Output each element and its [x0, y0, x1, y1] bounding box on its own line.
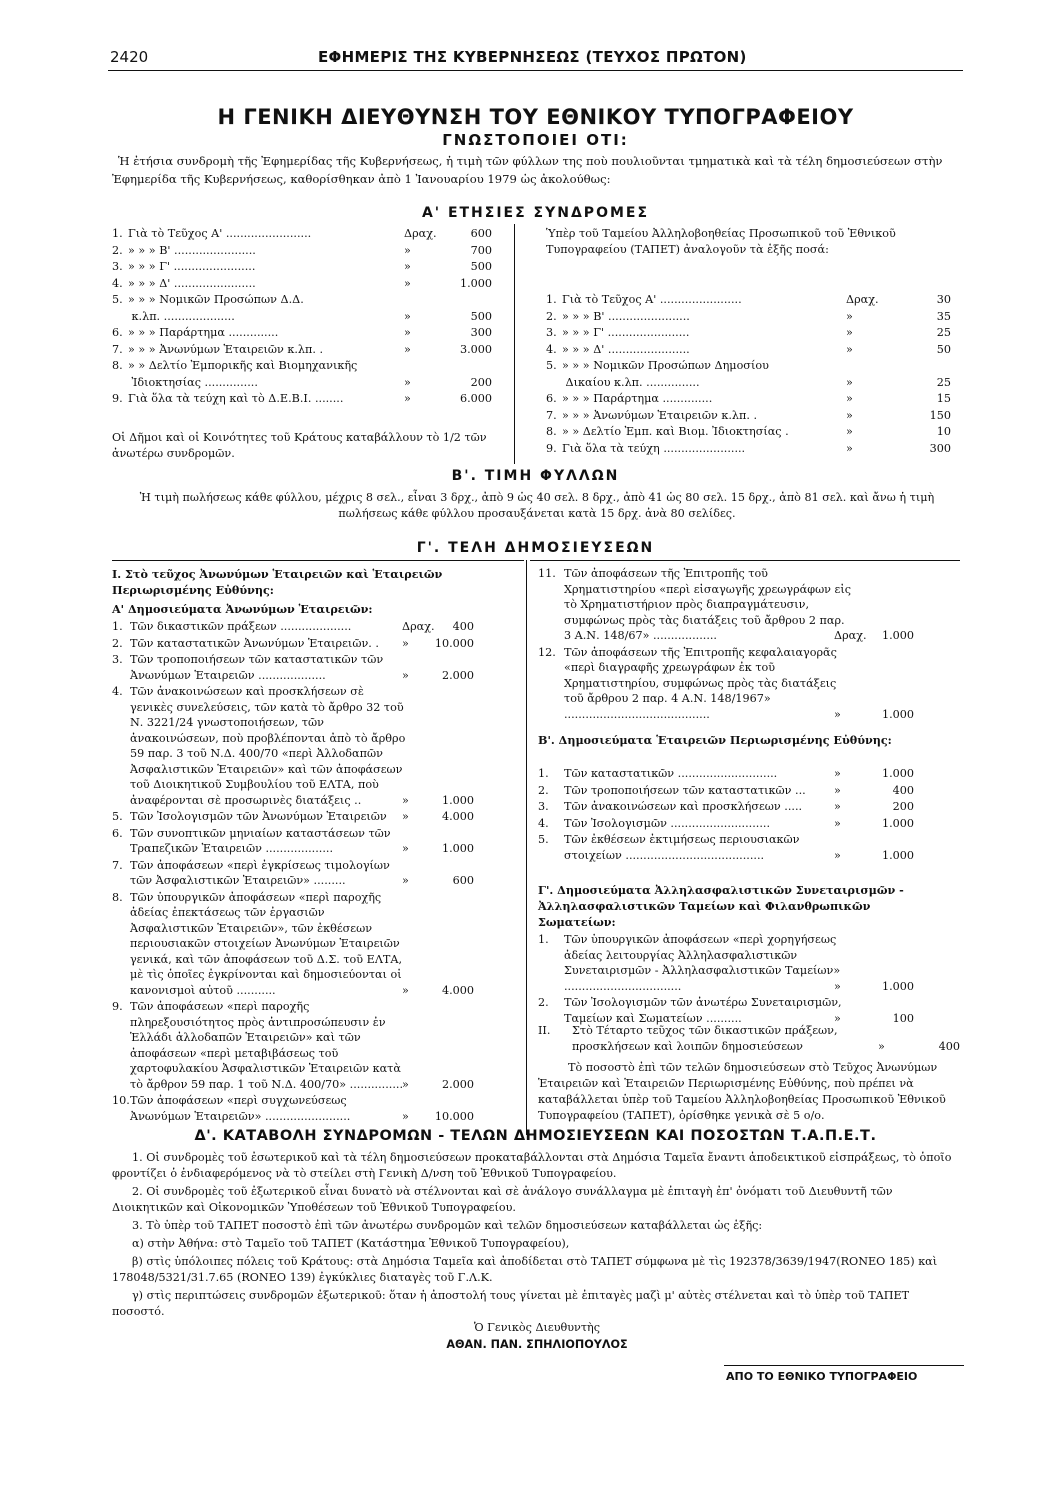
fee-text: Τῶν ἀνακοινώσεων καὶ προσκλήσεων σὲ γενικὲς συνελεύσεις, τῶν κατὰ τὸ ἄρθρο 32 τοῦ Ν. 3221/24 γνωστοποιήσεων, τῶν ἀνακοινώσεων, ποὺ προβλέπονται ἀπὸ τὸ ἄρθρο 59 παρ. 3 τοῦ Ν.Δ. 400/70 «περὶ Ἀλλοδαπῶν Ἀσφαλιστικῶν Ἑταιρειῶν» καὶ τῶν ἀποφάσεων τοῦ Διοικητικοῦ Συμβουλίου τοῦ ΕΛΤΑ, ποὺ ἀναφέρονται σὲ προσωρινὲς διατάξεις ..: [130, 685, 406, 807]
signature-name: ΑΘΑΝ. ΠΑΝ. ΣΠΗΛΙΟΠΟΥΛΟΣ: [446, 1338, 628, 1351]
fee-number: 10.: [112, 1094, 130, 1107]
fee-row: [112, 1093, 474, 1124]
fee-row: [112, 636, 474, 652]
signature-role: Ὁ Γενικὸς Διευθυντὴς: [473, 1321, 601, 1334]
row-label: Γιὰ ὅλα τὰ τεύχη καὶ τὸ Δ.Ε.Β.Ι. ........: [128, 392, 344, 405]
part-ii: [538, 1023, 960, 1057]
fee-currency: »: [834, 767, 841, 780]
section-c-right-rule: [530, 560, 960, 561]
fee-value: 4.000: [441, 983, 474, 997]
price-row: [546, 325, 951, 342]
fee-row: [112, 809, 474, 825]
row-label: » » » Β' .......................: [562, 309, 690, 323]
fee-text: Τῶν ἀποφάσεων «περὶ ἐγκρίσεως τιμολογίων τῶν Ἀσφαλιστικῶν Ἑταιρειῶν» .........: [130, 858, 390, 887]
fee-currency: »: [402, 668, 409, 682]
row-value: 3.000: [459, 342, 492, 356]
price-row: [546, 391, 951, 408]
part-ii-currency: »: [878, 1040, 885, 1053]
footer-rule: [724, 1365, 964, 1366]
fee-number: 9.: [112, 1000, 123, 1013]
fee-text: Τῶν ἀποφάσεων «περὶ παροχῆς πληρεξουσιότητος πρὸς ἀντιπροσώπευσιν ἐν Ἑλλάδι ἀλλοδαπῶν Ἑταιρειῶν» καὶ τῶν ἀποφάσεων «περὶ μεταβιβάσεως τοῦ χαρτοφυλακίου Ἀσφαλιστικῶν Ἑταιρειῶν κατὰ τὸ ἄρθρον 59 παρ. 1 τοῦ Ν.Δ. 400/70» ...............: [130, 1000, 404, 1091]
row-currency: »: [404, 260, 411, 273]
fee-currency: »: [402, 1077, 409, 1091]
fee-currency: »: [834, 1011, 841, 1025]
row-value: 35: [936, 309, 951, 323]
section-d-pc: γ) στὶς περιπτώσεις συνδρομῶν ἐξωτερικοῦ: ὅταν ἡ ἀποστολή τους γίνεται μὲ ἐπιταγὲς μαζὶ μ' αὐτὲς στέλνεται καὶ τὸ ὑπὲρ τοῦ ΤΑΠΕΤ ποσοστό.: [112, 1289, 910, 1318]
fee-text: Τῶν ἀποφάσεων «περὶ συγχωνεύσεως Ἀνωνύμων Ἑταιρειῶν» ........................: [130, 1094, 351, 1123]
row-currency: »: [846, 408, 853, 422]
fee-number: 1.: [538, 767, 549, 780]
row-value: 1.000: [459, 276, 492, 290]
fee-value: 1.000: [881, 767, 914, 780]
row-value: 25: [936, 326, 951, 339]
row-number: 7.: [546, 408, 557, 422]
fee-text: Τῶν καταστατικῶν Ἀνωνύμων Ἑταιρειῶν. .: [130, 636, 379, 650]
fee-value: 10.000: [434, 636, 474, 650]
row-currency: »: [846, 342, 853, 356]
fee-value: 1.000: [441, 793, 474, 807]
sub-a-heading: Α' Δημοσιεύματα Ἀνωνύμων Ἑταιρειῶν:: [112, 602, 373, 616]
row-currency: Δραχ.: [404, 227, 437, 240]
row-number: 2.: [546, 309, 557, 323]
row-label: » » » Παράρτημα ..............: [562, 392, 713, 405]
fee-text: Τῶν καταστατικῶν ............................: [564, 767, 778, 780]
fee-value: 400: [892, 783, 914, 797]
row-label: » » » Νομικῶν Προσώπων Δ.Δ.: [128, 293, 304, 306]
row-label: » » Δελτίο Ἐμπ. καὶ Βιομ. Ἰδιοκτησίας .: [562, 425, 789, 438]
fee-text: Τῶν ἀνακοινώσεων καὶ προσκλήσεων .....: [564, 800, 803, 813]
fee-number: 1.: [112, 620, 123, 633]
fee-value: 1.000: [441, 842, 474, 855]
fee-text: Τῶν ἀποφάσεων τῆς Ἐπιτροπῆς κεφαλαιαγορᾶς «περὶ διαγραφῆς χρεωγράφων ἐκ τοῦ Χρηματιστηρίου, συμφώνως πρὸς τὰς διατάξεις τοῦ ἄρθρου 2 παρ. 4 Α.Ν. 148/1967» .........................................: [564, 645, 837, 721]
row-value: 700: [470, 243, 492, 257]
row-number: 2.: [112, 243, 123, 257]
section-c-divider: [526, 560, 527, 1135]
row-currency: »: [846, 425, 853, 438]
row-currency: »: [404, 375, 411, 389]
row-value: 600: [470, 227, 492, 240]
fee-number: 3.: [538, 800, 549, 813]
fee-currency: »: [834, 783, 841, 797]
percent-note: Τὸ ποσοστὸ ἐπὶ τῶν τελῶν δημοσιεύσεων στὸ Τεῦχος Ἀνωνύμων Ἑταιρειῶν καὶ Ἑταιρειῶν Περιωρισμένης Εὐθύνης, ποὺ πρέπει νὰ καταβάλλεται ὑπὲρ τοῦ Ταμείου Ἀλληλοβοηθείας Προσωπικοῦ Ἐθνικοῦ Τυπογραφείου (ΤΑΠΕΤ), ὁρίσθηκε γενικὰ σὲ 5 ο/ο.: [538, 1061, 946, 1122]
fee-row: [538, 766, 914, 782]
fee-number: 11.: [538, 567, 556, 580]
price-row: [112, 375, 492, 392]
fee-value: 2.000: [441, 668, 474, 682]
row-label: » » » Ἀνωνύμων Ἑταιρειῶν κ.λπ. .: [562, 408, 758, 422]
row-number: 8.: [112, 359, 123, 372]
row-currency: Δραχ.: [846, 293, 879, 306]
row-number: 7.: [112, 342, 123, 356]
fee-value: 1.000: [881, 629, 914, 642]
row-value: 300: [470, 326, 492, 339]
fee-value: 600: [452, 874, 474, 887]
fee-text: Τῶν Ἰσολογισμῶν τῶν ἀνωτέρω Συνεταιρισμῶν, Ταμείων καὶ Σωματείων ..........: [564, 996, 842, 1025]
fee-number: 2.: [538, 996, 549, 1009]
fee-text: Τῶν δικαστικῶν πράξεων ....................: [130, 620, 352, 633]
price-row: [112, 243, 492, 260]
price-row: [546, 424, 951, 441]
section-d-pb: β) στὶς ὑπόλοιπες πόλεις τοῦ Κράτους: στὰ Δημόσια Ταμεῖα καὶ ἀποδίδεται στὸ ΤΑΠΕΤ σύμφωνα μὲ τὶς 192378/3639/1947(RONEO 185) καὶ 178048/5321/31.7.65 (RONEO 139) ἐγκύκλιες διαταγὲς τοῦ Γ.Λ.Κ.: [112, 1255, 938, 1284]
section-d-p1: 1. Οἱ συνδρομὲς τοῦ ἐσωτερικοῦ καὶ τὰ τέλη δημοσιεύσεων προκαταβάλλονται στὰ Δημόσια Ταμεῖα ἔναντι ἀποδεικτικοῦ εἰσπράξεως, τὸ ὁποῖο φροντίζει ὁ ἐνδιαφερόμενος νὰ τὸ στείλει στὴ Γενικὴ Δ/νση τοῦ Ἐθνικοῦ Τυπογραφείου.: [112, 1151, 952, 1180]
fee-row: [538, 783, 914, 799]
price-row: [546, 342, 951, 359]
fee-text: Τῶν Ἰσολογισμῶν ............................: [564, 816, 771, 830]
fee-row: [112, 652, 474, 683]
fee-value: 1.000: [881, 848, 914, 862]
row-value: 200: [470, 375, 492, 389]
fee-row: [112, 890, 474, 999]
section-c-left-list: [112, 619, 512, 1125]
fee-number: 1.: [538, 933, 549, 946]
section-d-pa: α) στὴν Ἀθήνα: στὸ Ταμεῖο τοῦ ΤΑΠΕΤ (Κατάστημα Ἐθνικοῦ Τυπογραφείου),: [132, 1237, 570, 1250]
row-label: » » » Δ' .......................: [128, 276, 256, 290]
row-label: Δικαίου κ.λπ. ...............: [562, 375, 700, 389]
row-label: κ.λπ. ....................: [128, 309, 235, 323]
row-value: 15: [936, 392, 951, 405]
price-row: [112, 342, 492, 359]
section-a-right-list: [546, 292, 951, 457]
fee-text: Τῶν Ἰσολογισμῶν τῶν Ἀνωνύμων Ἑταιρειῶν: [130, 810, 387, 823]
sub-b-heading: Β'. Δημοσιεύματα Ἑταιρειῶν Περιωρισμένης Εὐθύνης:: [538, 733, 892, 747]
sub-c-heading: Γ'. Δημοσιεύματα Ἀλληλασφαλιστικῶν Συνεταιρισμῶν - Ἀλληλασφαλιστικῶν Ταμείων καὶ Φιλανθρωπικῶν Σωματείων:: [538, 883, 904, 929]
fee-row: [112, 684, 474, 808]
fee-number: 7.: [112, 858, 123, 872]
row-number: 5.: [546, 359, 557, 372]
fee-row: [538, 932, 914, 994]
row-value: 300: [929, 441, 951, 455]
fee-row: [538, 645, 914, 723]
fee-number: 2.: [538, 783, 549, 797]
section-c-right-list-c: [538, 932, 960, 1027]
fee-text: Τῶν ὑπουργικῶν ἀποφάσεων «περὶ παροχῆς ἀδείας ἐπεκτάσεως τῶν ἐργασιῶν Ἀσφαλιστικῶν Ἑταιρειῶν», τῶν ἐκθέσεων περιουσιακῶν στοιχείων Ἀνωνύμων Ἑταιρειῶν γενικά, καὶ τῶν ἀποφάσεων τοῦ Δ.Σ. τοῦ ΕΛΤΑ, μὲ τὶς ὁποῖες ἐγκρίνονται καὶ δημοσιεύονται οἱ κανονισμοὶ αὐτοῦ ...........: [130, 890, 402, 997]
row-number: 8.: [546, 425, 557, 438]
section-a-right-intro: Ὑπὲρ τοῦ Ταμείου Ἀλληλοβοηθείας Προσωπικοῦ τοῦ Ἐθνικοῦ Τυπογραφείου (ΤΑΠΕΤ) ἀναλογοῦν τὰ ἑξῆς ποσά:: [546, 227, 896, 256]
price-row: [546, 408, 951, 425]
row-value: 25: [936, 375, 951, 389]
row-number: 6.: [546, 392, 557, 405]
fee-value: 2.000: [441, 1077, 474, 1091]
row-currency: »: [404, 392, 411, 405]
fee-currency: »: [834, 800, 841, 813]
fee-currency: »: [402, 636, 409, 650]
row-label: » » Δελτίο Ἐμπορικῆς καὶ Βιομηχανικῆς: [128, 359, 358, 372]
fee-number: 12.: [538, 645, 556, 659]
section-c-right-list-b: [538, 766, 960, 864]
fee-value: 4.000: [441, 810, 474, 823]
fee-number: 2.: [112, 636, 123, 650]
fee-currency: Δραχ.: [402, 620, 435, 633]
fee-text: Τῶν τροποποιήσεων τῶν καταστατικῶν τῶν Ἀνωνύμων Ἑταιρειῶν ...................: [130, 653, 384, 682]
row-currency: »: [846, 392, 853, 405]
row-number: 3.: [112, 260, 123, 273]
row-number: 1.: [112, 227, 123, 240]
fee-number: 8.: [112, 890, 123, 904]
row-number: 4.: [546, 342, 557, 356]
fee-currency: »: [834, 848, 841, 862]
price-row: [112, 259, 492, 276]
section-c-heading: Γ'. ΤΕΛΗ ΔΗΜΟΣΙΕΥΣΕΩΝ: [416, 540, 655, 556]
row-currency: »: [404, 326, 411, 339]
fee-currency: »: [402, 983, 409, 997]
fee-row: [538, 832, 914, 863]
section-c-left-rule: [112, 560, 524, 561]
row-value: 30: [936, 293, 951, 306]
fee-text: Τῶν συνοπτικῶν μηνιαίων καταστάσεων τῶν Τραπεζικῶν Ἑταιρειῶν ...................: [130, 826, 391, 855]
row-label: Ἰδιοκτησίας ...............: [128, 375, 258, 389]
row-number: 9.: [112, 392, 123, 405]
fee-row: [538, 799, 914, 815]
fee-currency: Δραχ.: [834, 629, 867, 642]
fee-number: 4.: [112, 685, 123, 698]
row-currency: »: [404, 276, 411, 290]
row-label: Γιὰ τὸ Τεῦχος Α' .......................: [562, 293, 742, 306]
page-number: 2420: [110, 48, 149, 66]
part-ii-number: ΙΙ.: [538, 1024, 551, 1037]
fee-number: 5.: [112, 810, 123, 823]
row-value: 500: [470, 260, 492, 273]
part-ii-text: Στὸ Τέταρτο τεῦχος τῶν δικαστικῶν πράξεων, προσκλήσεων καὶ λοιπῶν δημοσιεύσεων: [572, 1024, 838, 1053]
row-value: 6.000: [459, 392, 492, 405]
part-i-heading: Ι. Στὸ τεῦχος Ἀνωνύμων Ἑταιρειῶν καὶ Ἑταιρειῶν Περιωρισμένης Εὐθύνης:: [112, 567, 443, 597]
fee-row: [112, 826, 474, 857]
fee-currency: »: [402, 793, 409, 807]
price-row: [112, 358, 492, 375]
price-row: [546, 292, 951, 309]
fee-value: 1.000: [881, 979, 914, 993]
price-row: [546, 309, 951, 326]
row-value: 500: [470, 309, 492, 323]
fee-text: Τῶν τροποποιήσεων τῶν καταστατικῶν ...: [564, 783, 806, 797]
row-currency: »: [846, 375, 853, 389]
fee-row: [112, 999, 474, 1092]
fee-number: 4.: [538, 816, 549, 830]
section-c-right-list-a: [538, 566, 960, 723]
fee-value: 1.000: [881, 707, 914, 721]
fee-currency: »: [402, 810, 409, 823]
section-d-p2: 2. Οἱ συνδρομὲς τοῦ ἐξωτερικοῦ εἶναι δυνατὸ νὰ στέλνονται καὶ σὲ ἀνάλογο συνάλλαγμα μὲ ἐπιταγὴ ἐπ' ὀνόματι τοῦ Διευθυντῆ τῶν Διοικητικῶν καὶ Οἰκονομικῶν Ὑποθέσεων τοῦ Ἐθνικοῦ Τυπογραφείου.: [112, 1185, 893, 1214]
row-value: 50: [936, 342, 951, 356]
row-value: 10: [936, 425, 951, 438]
fee-currency: »: [834, 707, 841, 721]
row-label: » » » Γ' .......................: [128, 260, 256, 273]
intro-paragraph: Ἡ ἐτήσια συνδρομὴ τῆς Ἐφημερίδας τῆς Κυβερνήσεως, ἡ τιμὴ τῶν φύλλων της ποὺ πουλιοῦνται τμηματικὰ καὶ τὰ τέλη δημοσιεύσεων στὴν Ἐφημερίδα τῆς Κυβερνήσεως, καθορίσθηκαν ἀπὸ 1 Ἰανουαρίου 1979 ὡς ἀκολούθως:: [112, 154, 943, 186]
price-row: [112, 309, 492, 326]
fee-number: 6.: [112, 826, 123, 840]
row-number: 1.: [546, 293, 557, 306]
price-row: [112, 276, 492, 293]
fee-row: [538, 816, 914, 832]
fee-currency: »: [834, 979, 841, 993]
gazette-title: ΕΦΗΜΕΡΙΣ ΤΗΣ ΚΥΒΕΡΝΗΣΕΩΣ (ΤΕΥΧΟΣ ΠΡΩΤΟΝ): [318, 48, 747, 66]
row-currency: »: [846, 326, 853, 339]
section-a-heading: Α' ΕΤΗΣΙΕΣ ΣΥΝΔΡΟΜΕΣ: [421, 205, 650, 221]
section-a-left-note: Οἱ Δῆμοι καὶ οἱ Κοινότητες τοῦ Κράτους καταβάλλουν τὸ 1/2 τῶν ἀνωτέρω συνδρομῶν.: [112, 431, 487, 460]
fee-text: Τῶν ἐκθέσεων ἐκτιμήσεως περιουσιακῶν στοιχείων .......................................: [564, 833, 800, 862]
row-label: » » » Νομικῶν Προσώπων Δημοσίου: [562, 359, 769, 372]
price-row: [112, 292, 492, 309]
row-label: Γιὰ ὅλα τὰ τεύχη .......................: [562, 441, 746, 455]
fee-row: [112, 619, 474, 635]
fee-value: 1.000: [881, 816, 914, 830]
price-row: [112, 226, 492, 243]
row-label: » » » Ἀνωνύμων Ἑταιρειῶν κ.λπ. .: [128, 342, 324, 356]
fee-text: Τῶν ἀποφάσεων τῆς Ἐπιτροπῆς τοῦ Χρηματιστηρίου «περὶ εἰσαγωγῆς χρεωγράφων εἰς τὸ Χρηματιστήριον πρὸς διαπραγμάτευσιν, συμφώνως πρὸς τὰς διατάξεις τοῦ ἄρθρου 2 παρ. 3 Α.Ν. 148/67» ..................: [564, 567, 851, 642]
row-number: 6.: [112, 326, 123, 339]
fee-value: 400: [452, 620, 474, 633]
row-label: » » » Παράρτημα ..............: [128, 326, 279, 339]
row-currency: »: [404, 342, 411, 356]
row-label: » » » Β' .......................: [128, 243, 256, 257]
price-row: [546, 375, 951, 392]
row-number: 5.: [112, 293, 123, 306]
row-currency: »: [404, 243, 411, 257]
price-row: [546, 358, 951, 375]
section-d-p3: 3. Τὸ ὑπὲρ τοῦ ΤΑΠΕΤ ποσοστὸ ἐπὶ τῶν ἀνωτέρω συνδρομῶν καὶ τελῶν δημοσιεύσεων καταβάλλεται ὡς ἑξῆς:: [132, 1219, 763, 1232]
page-header: [108, 46, 963, 71]
price-row: [112, 391, 492, 408]
price-row: [112, 325, 492, 342]
footer-imprint: ΑΠΟ ΤΟ ΕΘΝΙΚΟ ΤΥΠΟΓΡΑΦΕΙΟ: [726, 1370, 918, 1383]
row-currency: »: [404, 309, 411, 323]
row-number: 9.: [546, 441, 557, 455]
section-a-left-list: [112, 226, 492, 408]
section-d-heading: Δ'. ΚΑΤΑΒΟΛΗ ΣΥΝΔΡΟΜΩΝ - ΤΕΛΩΝ ΔΗΜΟΣΙΕΥΣΕΩΝ ΚΑΙ ΠΟΣΟΣΤΩΝ Τ.Α.Π.Ε.Τ.: [194, 1128, 877, 1144]
fee-number: 5.: [538, 833, 549, 846]
row-currency: »: [846, 309, 853, 323]
row-label: » » » Γ' .......................: [562, 326, 690, 339]
column-divider: [514, 224, 515, 464]
fee-row: [538, 995, 914, 1026]
page-title: Η ΓΕΝΙΚΗ ΔΙΕΥΘΥΝΣΗ ΤΟΥ ΕΘΝΙΚΟΥ ΤΥΠΟΓΡΑΦΕΙΟΥ: [217, 105, 854, 129]
fee-value: 200: [892, 800, 914, 813]
fee-currency: »: [834, 816, 841, 830]
section-b-heading: Β'. ΤΙΜΗ ΦΥΛΛΩΝ: [451, 468, 620, 484]
row-number: 3.: [546, 326, 557, 339]
row-number: 4.: [112, 276, 123, 290]
fee-text: Τῶν ὑπουργικῶν ἀποφάσεων «περὶ χορηγήσεως ἀδείας λειτουργίας Ἀλληλασφαλιστικῶν Συνεταιρισμῶν - Ἀλληλασφαλιστικῶν Ταμείων» .................................: [564, 933, 841, 993]
fee-value: 100: [892, 1011, 914, 1025]
fee-currency: »: [402, 1109, 409, 1123]
row-label: » » » Δ' .......................: [562, 342, 690, 356]
row-value: 150: [929, 408, 951, 422]
fee-currency: »: [402, 874, 409, 887]
page-subtitle: ΓΝΩΣΤΟΠΟΙΕΙ ΟΤΙ:: [442, 131, 629, 149]
fee-row: [538, 566, 914, 644]
fee-currency: »: [402, 842, 409, 855]
price-row: [546, 441, 951, 458]
fee-number: 3.: [112, 653, 123, 666]
section-b-text: Ἡ τιμὴ πωλήσεως κάθε φύλλου, μέχρις 8 σελ., εἶναι 3 δρχ., ἀπὸ 9 ὡς 40 σελ. 8 δρχ., ἀπὸ 41 ὡς 80 σελ. 15 δρχ., ἀπὸ 81 σελ. καὶ ἄνω ἡ τιμὴ πωλήσεως κάθε φύλλου προσαυξάνεται κατὰ 15 δρχ. ἀνὰ 80 σελίδες.: [139, 491, 935, 520]
part-ii-value: 400: [938, 1040, 960, 1053]
row-label: Γιὰ τὸ Τεῦχος Α' ........................: [128, 227, 312, 240]
row-currency: »: [846, 441, 853, 455]
fee-row: [112, 858, 474, 889]
fee-value: 10.000: [434, 1109, 474, 1123]
